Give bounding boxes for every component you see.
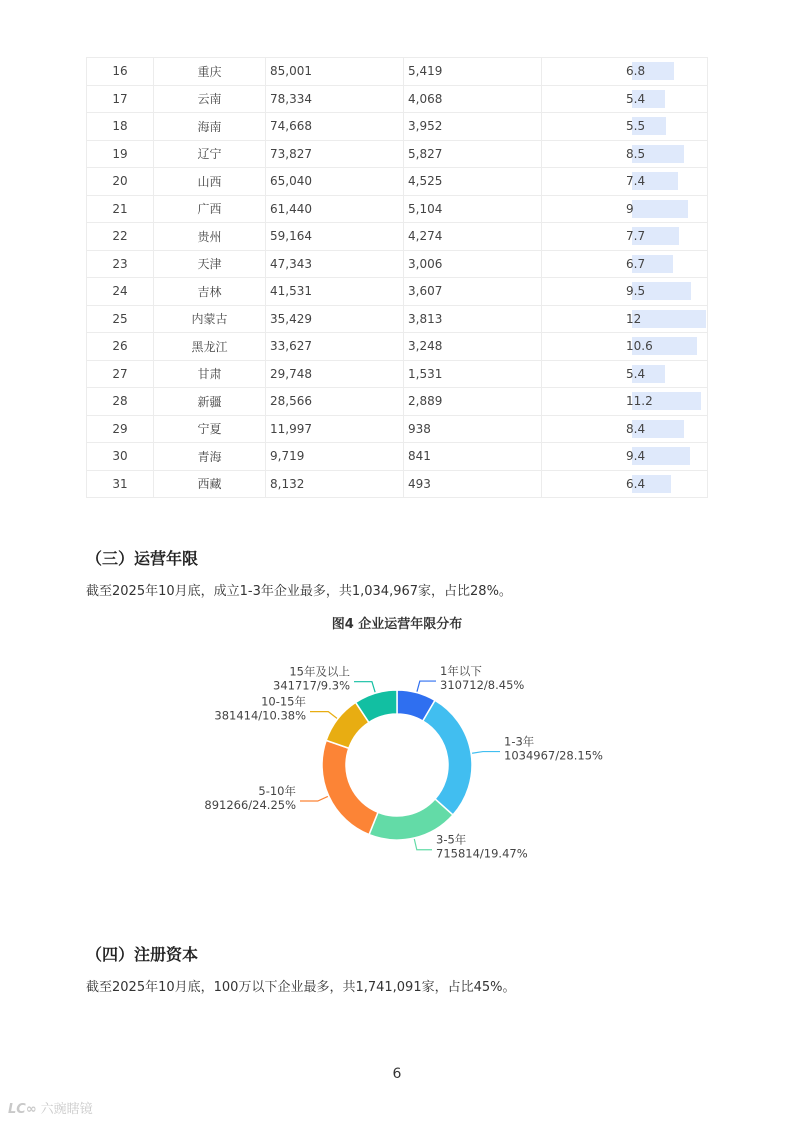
province-cell: 云南 xyxy=(154,85,266,113)
slice-value-label: 341717/9.3% xyxy=(273,678,350,693)
section-text-registered-capital: 截至2025年10月底，100万以下企业最多，共1,741,091家，占比45%。 xyxy=(86,980,516,995)
count-b-cell: 2,889 xyxy=(404,388,542,416)
count-b-cell: 3,248 xyxy=(404,333,542,361)
province-cell: 黑龙江 xyxy=(154,333,266,361)
rank-cell: 26 xyxy=(87,333,154,361)
count-b-cell: 3,607 xyxy=(404,278,542,306)
rank-cell: 22 xyxy=(87,223,154,251)
province-cell: 新疆 xyxy=(154,388,266,416)
ratio-label: 8.5 xyxy=(626,146,646,161)
count-b-cell: 493 xyxy=(404,470,542,498)
slice-value-label: 715814/19.47% xyxy=(436,846,528,861)
count-b-cell: 5,419 xyxy=(404,58,542,86)
ratio-label: 9.4 xyxy=(626,449,646,463)
count-b-cell: 1,531 xyxy=(404,360,542,388)
count-b-cell: 4,525 xyxy=(404,168,542,196)
leader-line xyxy=(354,682,375,693)
province-cell: 甘肃 xyxy=(154,360,266,388)
figure-title: 图4 企业运营年限分布 xyxy=(331,617,463,632)
slice-value-label: 310712/8.45% xyxy=(440,678,525,693)
watermark-logo-icon: LC∞ xyxy=(8,1102,37,1117)
ratio-label: 6.8 xyxy=(626,64,646,78)
watermark-text: 六豌瞎镜 xyxy=(40,1102,93,1117)
rank-cell: 31 xyxy=(87,470,154,498)
count-a-cell: 78,334 xyxy=(266,85,404,113)
count-a-cell: 33,627 xyxy=(266,333,404,361)
ratio-label: 7.7 xyxy=(626,229,646,243)
rank-cell: 20 xyxy=(87,168,154,196)
ratio-label: 5.4 xyxy=(626,366,646,381)
count-a-cell: 9,719 xyxy=(266,443,404,471)
ratio-label: 12 xyxy=(626,311,642,326)
province-cell: 贵州 xyxy=(154,223,266,251)
page-number: 6 xyxy=(392,1066,402,1082)
count-b-cell: 841 xyxy=(404,443,542,471)
slice-label: 3-5年 xyxy=(436,832,467,847)
rank-cell: 23 xyxy=(87,250,154,278)
rank-cell: 25 xyxy=(87,305,154,333)
province-cell: 西藏 xyxy=(154,470,266,498)
count-a-cell: 47,343 xyxy=(266,250,404,278)
ratio-label: 6.4 xyxy=(626,476,646,491)
slice-label: 1年以下 xyxy=(440,664,482,679)
watermark xyxy=(8,1098,93,1117)
count-a-cell: 65,040 xyxy=(266,168,404,196)
count-a-cell: 35,429 xyxy=(266,305,404,333)
section-heading-registered-capital: （四）注册资本 xyxy=(86,945,199,964)
province-cell: 重庆 xyxy=(154,58,266,86)
rank-cell: 27 xyxy=(87,360,154,388)
leader-line xyxy=(300,796,328,801)
province-cell: 宁夏 xyxy=(154,415,266,443)
ratio-label: 6.7 xyxy=(626,256,646,271)
rank-cell: 16 xyxy=(87,58,154,86)
count-b-cell: 4,068 xyxy=(404,85,542,113)
ratio-label: 10.6 xyxy=(626,339,653,353)
rank-cell: 28 xyxy=(87,388,154,416)
ratio-label: 5.5 xyxy=(626,119,646,133)
slice-value-label: 381414/10.38% xyxy=(214,708,306,723)
count-a-cell: 59,164 xyxy=(266,223,404,251)
ratio-label: 7.4 xyxy=(626,174,646,188)
province-cell: 青海 xyxy=(154,443,266,471)
province-cell: 海南 xyxy=(154,113,266,141)
count-a-cell: 11,997 xyxy=(266,415,404,443)
province-cell: 吉林 xyxy=(154,278,266,306)
section-heading-operating-years: （三）运营年限 xyxy=(86,549,199,568)
province-cell: 辽宁 xyxy=(154,140,266,168)
leader-line xyxy=(310,712,337,719)
ratio-label: 9.5 xyxy=(626,284,646,298)
count-b-cell: 5,104 xyxy=(404,195,542,223)
slice-value-label: 891266/24.25% xyxy=(204,798,296,813)
ratio-label: 9 xyxy=(626,201,634,216)
province-cell: 内蒙古 xyxy=(154,305,266,333)
count-a-cell: 73,827 xyxy=(266,140,404,168)
rank-cell: 17 xyxy=(87,85,154,113)
ratio-label: 8.4 xyxy=(626,421,646,436)
rank-cell: 19 xyxy=(87,140,154,168)
count-a-cell: 61,440 xyxy=(266,195,404,223)
slice-label: 5-10年 xyxy=(258,784,296,799)
rank-cell: 29 xyxy=(87,415,154,443)
count-a-cell: 28,566 xyxy=(266,388,404,416)
leader-line xyxy=(414,839,432,850)
count-a-cell: 74,668 xyxy=(266,113,404,141)
section-text-operating-years: 截至2025年10月底，成立1-3年企业最多，共1,034,967家，占比28%。 xyxy=(86,584,512,599)
count-b-cell: 3,006 xyxy=(404,250,542,278)
count-a-cell: 8,132 xyxy=(266,470,404,498)
donut-slice xyxy=(322,740,378,834)
province-cell: 天津 xyxy=(154,250,266,278)
donut-slice xyxy=(423,700,472,815)
count-b-cell: 5,827 xyxy=(404,140,542,168)
province-cell: 山西 xyxy=(154,168,266,196)
count-b-cell: 3,813 xyxy=(404,305,542,333)
leader-line xyxy=(417,681,436,692)
province-cell: 广西 xyxy=(154,195,266,223)
count-b-cell: 4,274 xyxy=(404,223,542,251)
ratio-label: 11.2 xyxy=(626,394,653,408)
slice-label: 10-15年 xyxy=(261,694,306,709)
rank-cell: 24 xyxy=(87,278,154,306)
count-b-cell: 3,952 xyxy=(404,113,542,141)
rank-cell: 18 xyxy=(87,113,154,141)
count-a-cell: 29,748 xyxy=(266,360,404,388)
slice-label: 15年及以上 xyxy=(289,664,350,679)
rank-cell: 21 xyxy=(87,195,154,223)
count-a-cell: 85,001 xyxy=(266,58,404,86)
count-b-cell: 938 xyxy=(404,415,542,443)
count-a-cell: 41,531 xyxy=(266,278,404,306)
slice-label: 1-3年 xyxy=(504,734,535,749)
rank-cell: 30 xyxy=(87,443,154,471)
leader-line xyxy=(472,752,500,754)
ratio-label: 5.4 xyxy=(626,91,646,106)
slice-value-label: 1034967/28.15% xyxy=(504,748,603,763)
